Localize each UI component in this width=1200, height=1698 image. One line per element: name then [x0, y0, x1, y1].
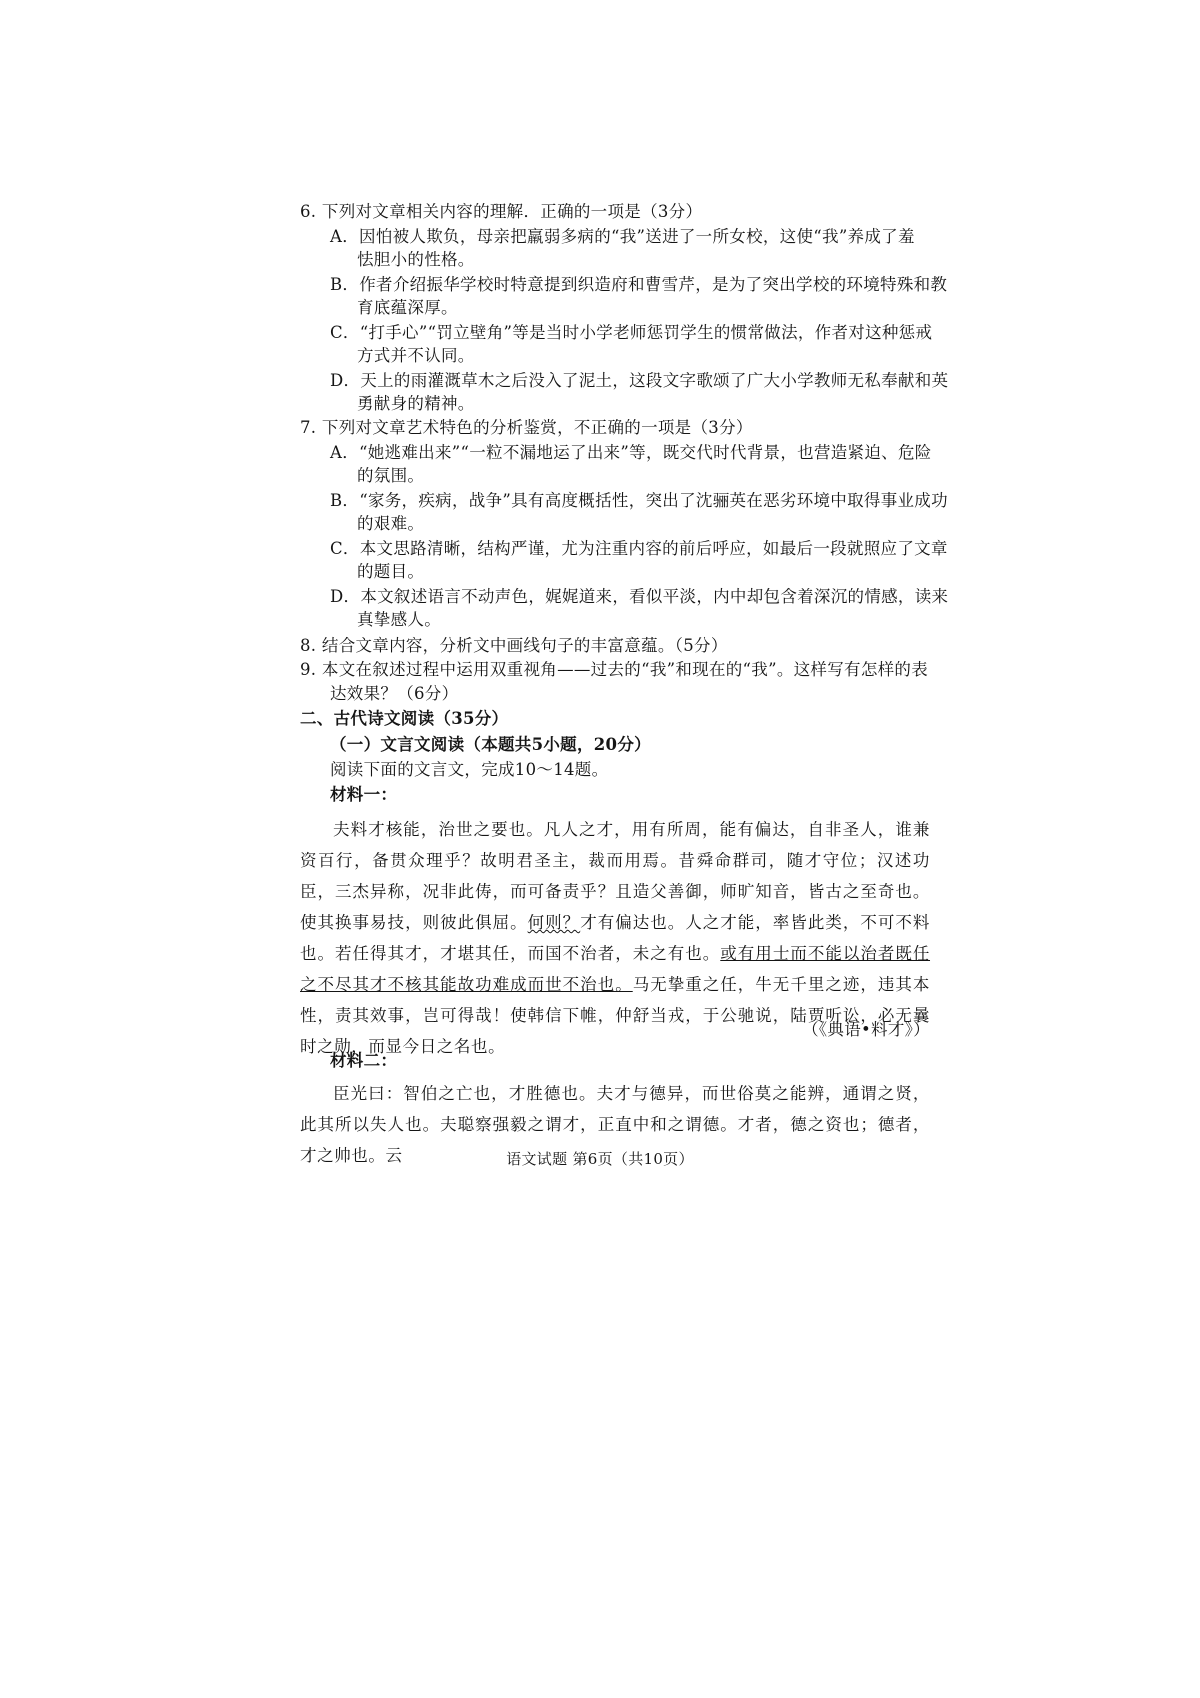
question-7-option-d: D．本文叙述语言不动声色，娓娓道来，看似平淡，内中却包含着深沉的情感，读来	[330, 587, 949, 606]
material-2-label: 材料二：	[330, 1051, 398, 1070]
material-1-text-part3: 马无挚重之任，牛无千里之迹，违其本性，责其效事，岂可得哉！使韩信下帷，仲舒当戎，于公驰说，陆贾听讼，必无曩时之勋，而显今日之名也。	[300, 975, 930, 1056]
question-7-option-b: B．“家务，疾病，战争”具有高度概括性，突出了沈骊英在恶劣环境中取得事业成功	[330, 491, 948, 510]
material-1-underlined-sentence: 或有用士而不能以治者既任之不尽其才不核其能故功难成而世不治也。	[300, 944, 931, 994]
question-7-option-c-cont: 的题目。	[357, 562, 425, 581]
question-6-option-a: A．因怕被人欺负，母亲把羸弱多病的“我”送进了一所女校，这使“我”养成了羞	[330, 227, 915, 246]
question-6-option-d-cont: 勇献身的精神。	[357, 394, 475, 413]
question-7-stem: 7. 下列对文章艺术特色的分析鉴赏，不正确的一项是（3分）	[300, 418, 753, 437]
question-8-stem: 8. 结合文章内容，分析文中画线句子的丰富意蕴。（5分）	[300, 636, 728, 655]
question-7-option-a: A．“她逃难出来”“一粒不漏地运了出来”等，既交代时代背景，也营造紧迫、危险	[330, 443, 932, 462]
question-6-option-a-cont: 怯胆小的性格。	[357, 250, 475, 269]
section-2-title: 二、古代诗文阅读（35分）	[300, 709, 509, 728]
question-6-option-b-cont: 育底蕴深厚。	[357, 298, 458, 317]
question-7-option-d-cont: 真挚感人。	[357, 610, 441, 629]
material-1-text-part2: 才有偏达也。人之才能，率皆此类，不可不料也。若任得其才，才堪其任，而国不治者，未之有也。	[300, 913, 930, 963]
material-1-label: 材料一：	[330, 785, 398, 804]
section-2-subsection-title: （一）文言文阅读（本题共5小题，20分）	[330, 735, 651, 754]
reading-instruction: 阅读下面的文言文，完成10～14题。	[330, 760, 609, 779]
question-9-stem-cont: 达效果？（6分）	[330, 684, 459, 703]
question-6-option-b: B．作者介绍振华学校时特意提到织造府和曹雪芹，是为了突出学校的环境特殊和教	[330, 275, 948, 294]
question-6-option-d: D．天上的雨灌溉草木之后没入了泥土，这段文字歌颂了广大小学教师无私奉献和英	[330, 371, 949, 390]
material-1-underlined-question: 何则？	[527, 913, 581, 932]
material-2-text: 臣光曰：智伯之亡也，才胜德也。夫才与德异，而世俗莫之能辨，通谓之贤，此其所以失人也。夫聪察强毅之谓才，正直中和之谓德。才者，德之资也；德者，才之帅也。云	[300, 1084, 930, 1165]
material-1-source: （《典语•料才》）	[802, 1020, 930, 1039]
question-6-stem: 6. 下列对文章相关内容的理解．正确的一项是（3分）	[300, 202, 703, 221]
material-1-text-part1: 夫料才核能，治世之要也。凡人之才，用有所周，能有偏达，自非圣人，谁兼资百行，备贯众理乎？故明君圣主，裁而用焉。昔舜命群司，随才守位；汉述功臣，三杰异称，况非此俦，而可备责乎？且造父善御，师旷知音，皆古之至奇也。使其换事易技，则彼此俱屈。	[300, 820, 930, 932]
question-9-stem: 9. 本文在叙述过程中运用双重视角——过去的“我”和现在的“我”。这样写有怎样的表	[300, 660, 929, 679]
question-7-option-b-cont: 的艰难。	[357, 514, 425, 533]
question-7-option-c: C．本文思路清晰，结构严谨，尤为注重内容的前后呼应，如最后一段就照应了文章	[330, 539, 948, 558]
page-footer: 语文试题 第6页（共10页）	[506, 1150, 694, 1168]
question-7-option-a-cont: 的氛围。	[357, 466, 425, 485]
question-6-option-c: C．“打手心”“罚立壁角”等是当时小学老师惩罚学生的惯常做法，作者对这种惩戒	[330, 323, 933, 342]
question-6-option-c-cont: 方式并不认同。	[357, 346, 475, 365]
